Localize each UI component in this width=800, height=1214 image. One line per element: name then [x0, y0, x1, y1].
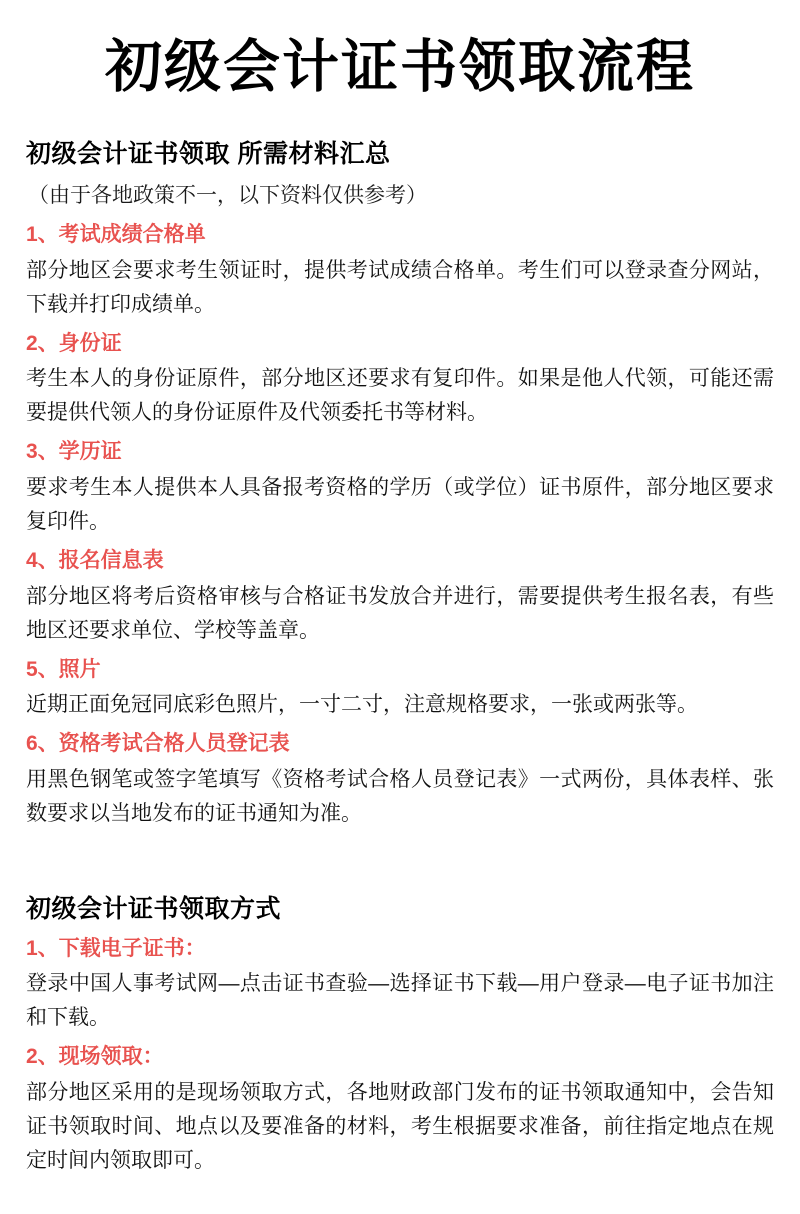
item-title: 5、照片 — [26, 657, 101, 681]
section-heading-methods: 初级会计证书领取方式 — [26, 894, 282, 923]
item-body: 部分地区将考后资格审核与合格证书发放合并进行，需要提供考生报名表，有些地区还要求单位、学校等盖章。 — [26, 584, 774, 642]
list-item — [26, 545, 774, 648]
item-body: 要求考生本人提供本人具备报考资格的学历（或学位）证书原件，部分地区要求复印件。 — [26, 476, 774, 534]
list-item — [26, 1041, 774, 1178]
item-body: 用黑色钢笔或签字笔填写《资格考试合格人员登记表》一式两份，具体表样、张数要求以当地发布的证书通知为准。 — [26, 767, 774, 825]
item-title: 2、身份证 — [26, 331, 122, 355]
page-title: 初级会计证书领取流程 — [105, 35, 695, 99]
section-collection-methods — [26, 889, 774, 1178]
item-title: 6、资格考试合格人员登记表 — [26, 732, 290, 756]
list-item — [26, 328, 774, 431]
list-item — [26, 654, 774, 723]
section-note-materials: （由于各地政策不一，以下资料仅供参考） — [28, 183, 427, 207]
item-body: 近期正面免冠同底彩色照片，一寸二寸，注意规格要求，一张或两张等。 — [26, 693, 698, 717]
item-body: 部分地区采用的是现场领取方式，各地财政部门发布的证书领取通知中，会告知证书领取时间、地点以及要准备的材料，考生根据要求准备，前往指定地点在规定时间内领取即可。 — [26, 1080, 774, 1172]
list-item — [26, 933, 774, 1036]
list-item — [26, 436, 774, 539]
item-title: 3、学历证 — [26, 440, 122, 464]
item-title: 1、下载电子证书： — [26, 936, 206, 960]
section-divider-space — [26, 837, 774, 889]
item-body: 考生本人的身份证原件，部分地区还要求有复印件。如果是他人代领，可能还需要提供代领人的身份证原件及代领委托书等材料。 — [26, 367, 774, 425]
item-body: 部分地区会要求考生领证时，提供考试成绩合格单。考生们可以登录查分网站，下载并打印成绩单。 — [26, 258, 774, 316]
item-title: 2、现场领取： — [26, 1045, 164, 1069]
item-title: 4、报名信息表 — [26, 549, 164, 573]
section-heading-materials: 初级会计证书领取 所需材料汇总 — [26, 139, 391, 168]
list-item — [26, 728, 774, 831]
list-item — [26, 219, 774, 322]
item-title: 1、考试成绩合格单 — [26, 223, 206, 247]
section-materials — [26, 134, 774, 831]
item-body: 登录中国人事考试网—点击证书查验—选择证书下载—用户登录—电子证书加注和下载。 — [26, 972, 774, 1030]
